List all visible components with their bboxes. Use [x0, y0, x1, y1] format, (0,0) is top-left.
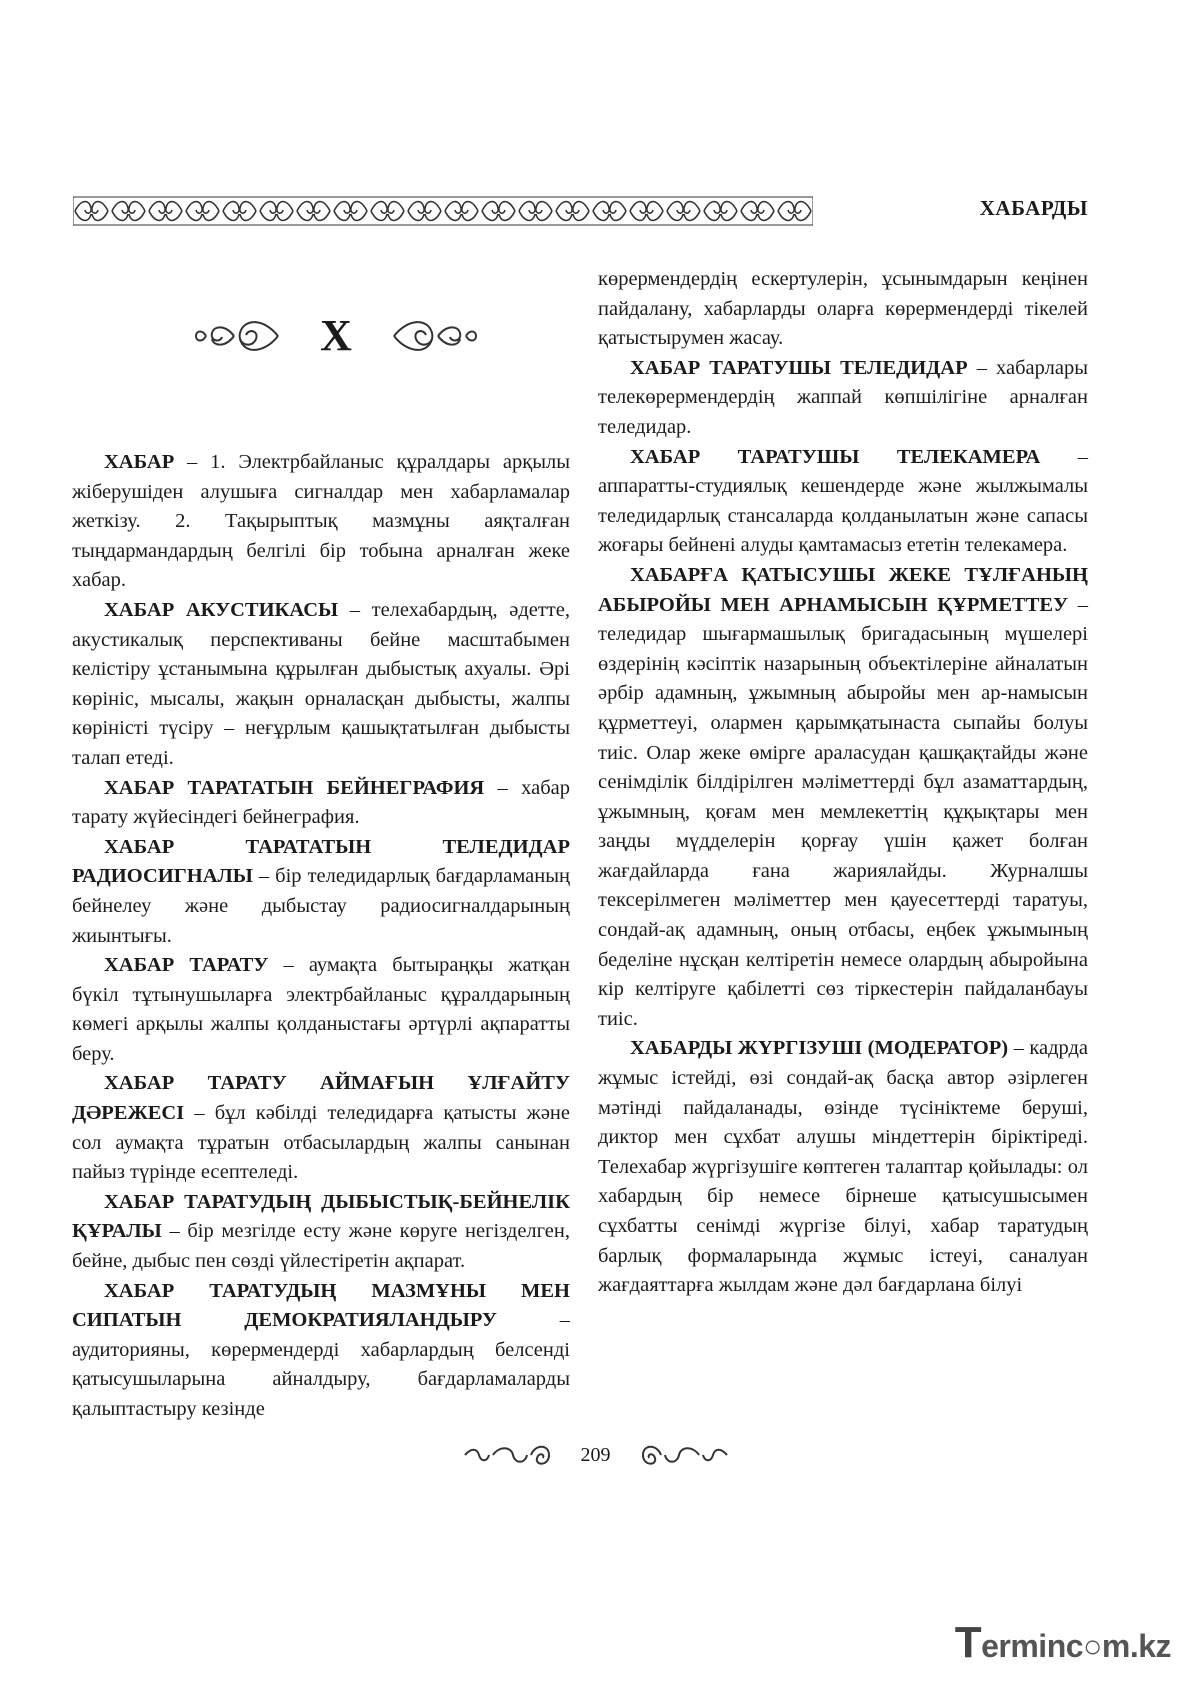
letter-heading: [102, 300, 570, 372]
page-number: 209: [580, 1443, 611, 1466]
entry-habar-akustikasy: ХАБАР АКУСТИКАСЫ – телехабардың, әдетте, акустикалық перспективаны бейне масштабымен келістіру ұстанымына құрылған дыбыстық ахуалы. Әрі көрініс, мысалы, жақын орналасқан дыбысты, жалпы көріністі түсіру – неғұрлым қашықтатылған дыбысты талап етеді.: [72, 598, 570, 769]
ornament-left-icon: [194, 313, 280, 359]
ornament-band-icon: [73, 196, 813, 226]
entry-habar: ХАБАР – 1. Электрбайланыс құралдары арқылы жіберушіден алушыға сигналдар мен хабарламалар жеткізу. 2. Тақырыптық мазмұны аяқталған тыңдармандардың белгілі бір тобына арналған жеке хабар.: [72, 451, 570, 592]
footer-ornament-right-icon: [641, 1442, 729, 1468]
entry-taratushy-teledidar: ХАБАР ТАРАТУШЫ ТЕЛЕДИДАР – хабарлары телекөрермендердің жаппай көпшілігіне арналған теледидар.: [598, 356, 1088, 438]
entry-habar-taratu: ХАБАР ТАРАТУ – аумақта бытыраңқы жатқан бүкіл тұтынушыларға электрбайланыс құралдарының көмегі арқылы жалпы қолданыстағы әртүрлі ақпаратты беру.: [72, 954, 571, 1065]
header-ornament-band: [73, 196, 813, 226]
left-column: [72, 300, 570, 1425]
entry-dybystyk-beinelik: ХАБАР ТАРАТУДЫҢ ДЫБЫСТЫҚ-БЕЙНЕЛІК ҚҰРАЛЫ – бір мезгілде есту және көруге негізделген, бейне, дыбыс пен сөзді үйлестіретін ақпарат.: [72, 1190, 570, 1273]
entry-abyroiy-kurmetteu: ХАБАРҒА ҚАТЫСУШЫ ЖЕКЕ ТҰЛҒАНЫҢ АБЫРОЙЫ МЕН АРНАМЫСЫН ҚҰРМЕТТЕУ – теледидар шығармашылық бригадасының мүшелері өздерінің кәсіптік назарының объектілеріне айналатын әрбір адамның, ұжымның абыройы мен ар-намысын құрметтеуі, олармен қарымқатынаста сыпайы болуы тиіс. Олар жеке өмірге араласудан қашқақтайды және сенімділік білдірілген мәліметтерді бұл азаматтардың, ұжымның, қоғам мен мемлекеттің құқықтары мен заңды мүдделерін қорғау үшін қажет болған жағдайларда ғана жариялайды. Журналшы тексерілмеген мәліметтер мен қауесеттерді таратуы, сондай-ақ адамның, оның отбасы, еңбек ұжымының беделіне нұсқан келтіретін немесе олардың абыройына кір келтіруге қабілетті сөз тіркестерін пайдаланбауы тиіс.: [598, 563, 1089, 1030]
running-head: ХАБАРДЫ: [979, 196, 1088, 220]
entry-moderator: ХАБАРДЫ ЖҮРГІЗУШІ (МОДЕРАТОР) – кадрда жұмыс істейді, өзі сондай-ақ басқа автор әзірлеген мәтінді пайдаланады, өзінде түсініктеме беруші, диктор мен сұхбат алушы міндеттерін біріктіреді. Телехабар жүргізушіге көптеген талаптар қойылады: ол хабардың бір немесе бірнеше қатысушысымен сұхбатты сенімді жүргізе білуі, хабар таратудың барлық формаларында жұмыс істеуі, саналуан жағдаяттарға жылдам және дәл бағдарлана білуі: [598, 1037, 1089, 1297]
entry-beinegrafiya: ХАБАР ТАРАТАТЫН БЕЙНЕГРАФИЯ – хабар тарату жүйесіндегі бейнеграфия.: [72, 776, 570, 829]
entry-radiosignaly: ХАБАР ТАРАТАТЫН ТЕЛЕДИДАР РАДИОСИГНАЛЫ – бір теледидарлық бағдарламаның бейнелеу және дыбыстау радиосигналдарының жиынтығы.: [72, 835, 570, 947]
entry-aimagyn-ulgaitu: ХАБАР ТАРАТУ АЙМАҒЫН ҰЛҒАЙТУ ДӘРЕЖЕСІ – бұл кәбілді теледидарға қатысты және сол аумақта тұратын отбасылардың жалпы санынан пайыз түрінде есептеледі.: [72, 1072, 570, 1184]
right-column: [598, 265, 1088, 1301]
ornament-right-icon: [392, 313, 478, 359]
entry-continuation: көрермендердің ескертулерін, ұсынымдарын кеңінен пайдалану, хабарларды оларға көрермендерді тікелей қатыстырумен жасау.: [598, 268, 1088, 350]
site-watermark: Terminc○m.kz: [954, 1618, 1171, 1667]
entry-demokratiyalandyru: ХАБАР ТАРАТУДЫҢ МАЗМҰНЫ МЕН СИПАТЫН ДЕМОКРАТИЯЛАНДЫРУ – аудиторияны, көрермендерді хабарлардың белсенді қатысушыларына айналдыру, бағдарламаларды қалыптастыру кезінде: [72, 1279, 570, 1420]
entry-taratushy-telekamera: ХАБАР ТАРАТУШЫ ТЕЛЕКАМЕРА – аппаратты-студиялық кешендерде және жылжымалы теледидарлық стансаларда қолданылатын және сапасы жоғары бейнені алуды қамтамасыз ететін телекамера.: [598, 445, 1089, 557]
footer-ornament-left-icon: [463, 1442, 551, 1468]
section-letter: Х: [320, 311, 352, 360]
page-footer: [0, 1435, 1191, 1475]
